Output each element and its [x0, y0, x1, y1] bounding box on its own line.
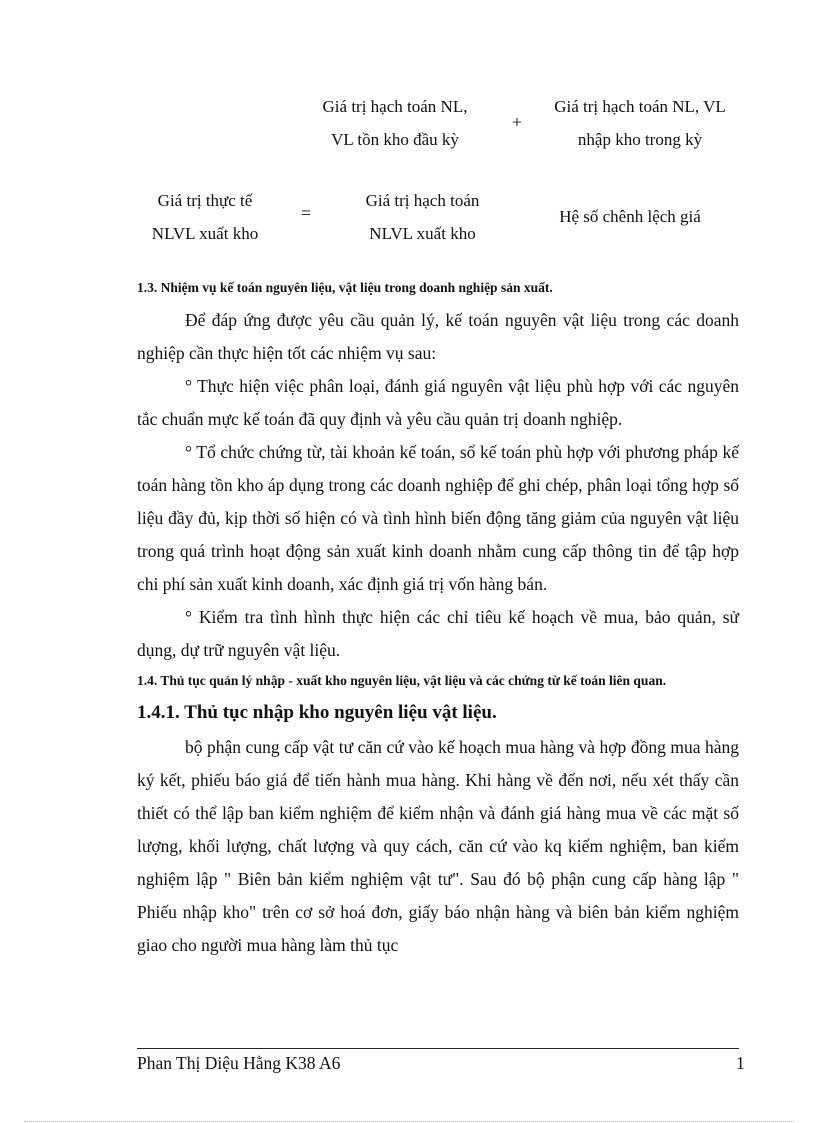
formula-top-right-line2: nhập kho trong kỳ	[577, 130, 703, 149]
formula-bottom-middle-line2: NLVL xuất kho	[369, 224, 476, 243]
formula-top-right-line1: Giá trị hạch toán NL, VL	[554, 97, 726, 116]
section-1-3-bullet-2: ° Tổ chức chứng từ, tài khoản kế toán, sổ kế toán phù hợp với phương pháp kế toán hàng tồn kho áp dụng trong các doanh nghiệp để ghi chép, phân loại tổng hợp số liệu đầy đủ, kịp thời số hiện có và tình hình biến động tăng giảm của nguyên vật liệu trong quá trình hoạt động sản xuất kinh doanh nhằm cung cấp thông tin để tập hợp chi phí sản xuất kinh doanh, xác định giá trị vốn hàng bán.	[137, 442, 739, 594]
formula-plus-sign: +	[511, 112, 523, 132]
footer-author: Phan Thị Diệu Hằng K38 A6	[137, 1053, 341, 1073]
formula-top-right	[535, 90, 745, 156]
formula-bottom-left-line1: Giá trị thực tế	[157, 191, 253, 210]
formula-bottom-left-line2: NLVL xuất kho	[151, 224, 259, 243]
section-1-3-bullet-3: ° Kiểm tra tình hình thực hiện các chỉ tiêu kế hoạch về mua, bảo quản, sử dụng, dự trữ nguyên vật liệu.	[137, 607, 739, 660]
formula-bottom-left	[130, 184, 280, 250]
section-1-4-1-heading: 1.4.1. Thủ tục nhập kho nguyên liệu vật liệu.	[137, 702, 497, 723]
footer-page-number: 1	[736, 1053, 745, 1073]
formula-equals-sign: =	[300, 203, 312, 223]
formula-bottom-middle	[340, 184, 505, 250]
formula-top-left-line1: Giá trị hạch toán NL,	[322, 97, 468, 116]
formula-bottom-right: Hệ số chênh lệch giá	[559, 207, 701, 226]
section-1-4-heading: 1.4. Thủ tục quản lý nhập - xuất kho nguyên liệu, vật liệu và các chứng từ kế toán liên quan.	[137, 673, 667, 688]
section-1-4-1-body: bộ phận cung cấp vật tư căn cứ vào kế hoạch mua hàng và hợp đồng mua hàng ký kết, phiếu báo giá để tiến hành mua hàng. Khi hàng về đến nơi, nếu xét thấy cần thiết có thể lập ban kiểm nghiệm để kiểm nhận và đánh giá hàng mua về các mặt số lượng, khối lượng, chất lượng và quy cách, căn cứ vào kq kiểm nghiệm, ban kiểm nghiệm lập " Biên bản kiểm nghiệm vật tư". Sau đó bộ phận cung cấp hàng lập " Phiếu nhập kho" trên cơ sở hoá đơn, giấy báo nhận hàng và biên bản kiểm nghiệm giao cho người mua hàng làm thủ tục	[137, 737, 739, 955]
formula-bottom-middle-line1: Giá trị hạch toán	[365, 191, 480, 210]
section-1-3-bullet-1: ° Thực hiện việc phân loại, đánh giá nguyên vật liệu phù hợp với các nguyên tắc chuẩn mực kế toán đã quy định và yêu cầu quản trị doanh nghiệp.	[137, 376, 739, 429]
footer-divider	[137, 1048, 739, 1049]
page-bottom-dotted-border	[24, 1121, 794, 1122]
section-1-3-intro: Để đáp ứng được yêu cầu quản lý, kế toán nguyên vật liệu trong các doanh nghiệp cần thực hiện tốt các nhiệm vụ sau:	[137, 310, 739, 363]
formula-top-left	[300, 90, 490, 156]
section-1-3-heading: 1.3. Nhiệm vụ kế toán nguyên liệu, vật liệu trong doanh nghiệp sản xuất.	[137, 280, 553, 295]
main-content	[137, 276, 739, 962]
formula-top-left-line2: VL tồn kho đầu kỳ	[331, 130, 459, 149]
